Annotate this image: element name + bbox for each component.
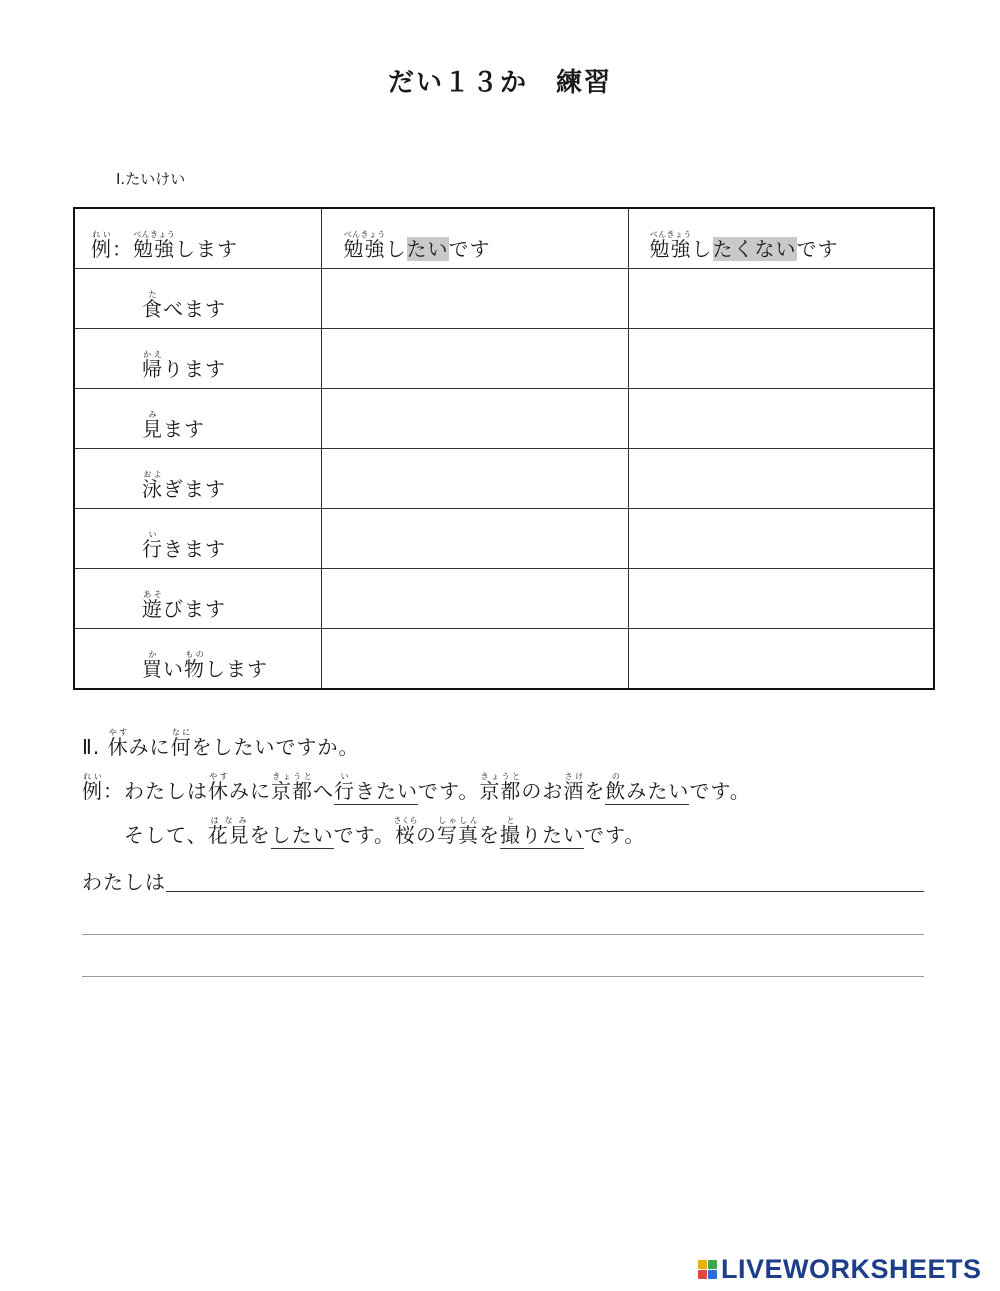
tai-answer-cell[interactable] xyxy=(321,269,628,329)
tai-answer-cell[interactable] xyxy=(321,389,628,449)
tai-answer-cell[interactable] xyxy=(321,329,628,389)
verb-cell: 見みます xyxy=(74,389,321,449)
section2-example-line1: 例れい：わたしは休やすみに京都きょうとへ行いきたいです。京都きょうとのお酒さけを飲のみたいです。 xyxy=(82,772,751,803)
answer-line-2[interactable] xyxy=(82,934,924,935)
liveworksheets-logo xyxy=(698,1253,982,1285)
verb-cell: 遊あそびます xyxy=(74,569,321,629)
answer-line-3[interactable] xyxy=(82,976,924,977)
takunai-answer-cell[interactable] xyxy=(628,509,934,569)
example-takunai-cell: 勉強べんきょうしたくないです xyxy=(628,208,934,269)
tai-answer-cell[interactable] xyxy=(321,509,628,569)
tai-highlight: たい xyxy=(406,237,449,261)
takunai-answer-cell[interactable] xyxy=(628,389,934,449)
tai-answer-cell[interactable] xyxy=(321,629,628,690)
verb-row xyxy=(74,269,934,329)
verb-cell: 買かい物ものします xyxy=(74,629,321,690)
answer-prefix: わたしは xyxy=(82,870,166,894)
logo-text: LIVEWORKSHEETS xyxy=(721,1253,982,1284)
takunai-answer-cell[interactable] xyxy=(628,269,934,329)
example-prefix: 例れい xyxy=(91,230,112,261)
logo-square xyxy=(708,1260,717,1269)
verb-row xyxy=(74,629,934,690)
answer-line-1[interactable] xyxy=(166,891,924,892)
verb-cell: 帰かえります xyxy=(74,329,321,389)
example-tai-cell: 勉強べんきょうしたいです xyxy=(321,208,628,269)
logo-square xyxy=(708,1270,717,1279)
verb-cell: 食たべます xyxy=(74,269,321,329)
logo-mark-icon xyxy=(698,1260,717,1279)
verb-row xyxy=(74,449,934,509)
takunai-answer-cell[interactable] xyxy=(628,569,934,629)
tai-answer-cell[interactable] xyxy=(321,569,628,629)
takunai-answer-cell[interactable] xyxy=(628,629,934,690)
tai-answer-cell[interactable] xyxy=(321,449,628,509)
example-masu-cell: 例れい：勉強べんきょうします xyxy=(74,208,321,269)
verb-cell: 泳およぎます xyxy=(74,449,321,509)
verb-row xyxy=(74,329,934,389)
verb-row xyxy=(74,509,934,569)
takunai-highlight: たくない xyxy=(712,237,797,261)
verb-cell: 行いきます xyxy=(74,509,321,569)
verb-form-table xyxy=(73,207,935,690)
logo-square xyxy=(698,1270,707,1279)
section2-question: Ⅱ. 休やすみに何なにをしたいですか。 xyxy=(82,728,360,759)
takunai-answer-cell[interactable] xyxy=(628,449,934,509)
section2-example-line2: そして、花見はなみをしたいです。桜さくらの写真しゃしんを撮とりたいです。 xyxy=(124,816,646,847)
section1-label: Ⅰ.たいけい xyxy=(116,170,186,188)
takunai-answer-cell[interactable] xyxy=(628,329,934,389)
example-row xyxy=(74,208,934,269)
worksheet-title: だい１３か 練習 xyxy=(387,68,612,98)
example-kanji: 勉強べんきょう xyxy=(133,230,175,261)
logo-square xyxy=(698,1260,707,1269)
verb-row xyxy=(74,389,934,449)
verb-row xyxy=(74,569,934,629)
